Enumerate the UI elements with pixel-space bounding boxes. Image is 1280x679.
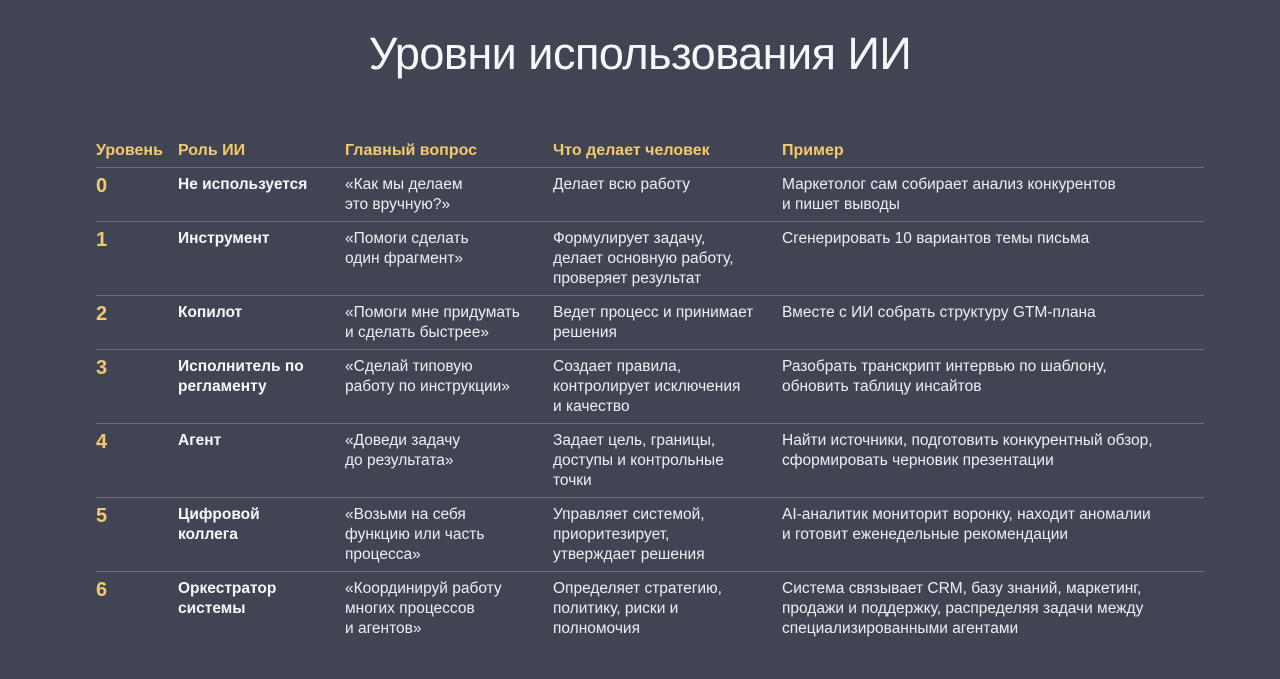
ai-levels-table xyxy=(96,133,1204,645)
slide-title: Уровни использования ИИ xyxy=(368,28,912,79)
question-line: один фрагмент» xyxy=(345,250,464,267)
question-line: «Помоги мне придумать xyxy=(345,304,520,321)
level-number: 5 xyxy=(96,498,178,572)
table-body xyxy=(96,168,1204,646)
example-line: Система связывает CRM, базу знаний, маркетинг, xyxy=(782,580,1142,597)
question-line: функцию или часть xyxy=(345,526,485,543)
example-line: и готовит еженедельные рекомендации xyxy=(782,526,1069,543)
cell-role xyxy=(178,296,345,350)
role-line: коллега xyxy=(178,526,238,543)
human-line: полномочия xyxy=(553,620,640,637)
cell-example xyxy=(782,498,1204,572)
cell-human xyxy=(553,296,782,350)
cell-human xyxy=(553,350,782,424)
human-line: проверяет результат xyxy=(553,270,702,287)
example-line: Разобрать транскрипт интервью по шаблону, xyxy=(782,358,1107,375)
level-number: 0 xyxy=(96,168,178,222)
level-number: 2 xyxy=(96,296,178,350)
cell-human xyxy=(553,222,782,296)
header-role: Роль ИИ xyxy=(178,133,345,168)
cell-question xyxy=(345,296,553,350)
question-line: многих процессов xyxy=(345,600,475,617)
cell-role xyxy=(178,168,345,222)
cell-human xyxy=(553,572,782,646)
cell-example xyxy=(782,222,1204,296)
question-line: «Координируй работу xyxy=(345,580,502,597)
question-line: процесса» xyxy=(345,546,421,563)
table-row xyxy=(96,168,1204,222)
question-line: работу по инструкции» xyxy=(345,378,510,395)
header-human: Что делает человек xyxy=(553,133,782,168)
human-line: политику, риски и xyxy=(553,600,679,617)
human-line: Определяет стратегию, xyxy=(553,580,722,597)
role-line: системы xyxy=(178,600,246,617)
level-number: 6 xyxy=(96,579,108,601)
level-number: 4 xyxy=(96,424,178,498)
cell-example xyxy=(782,168,1204,222)
role-line: Копилот xyxy=(178,304,243,321)
level-number: 1 xyxy=(96,222,178,296)
example-line: Маркетолог сам собирает анализ конкурентов xyxy=(782,176,1116,193)
role-line: регламенту xyxy=(178,378,267,395)
cell-human xyxy=(553,498,782,572)
human-line: Управляет системой, xyxy=(553,506,705,523)
role-line: Инструмент xyxy=(178,230,270,247)
header-example: Пример xyxy=(782,133,1204,168)
cell-role xyxy=(178,572,345,646)
question-line: «Как мы делаем xyxy=(345,176,463,193)
role-line: Исполнитель по xyxy=(178,358,304,375)
question-line: «Возьми на себя xyxy=(345,506,466,523)
example-line: специализированными агентами xyxy=(782,620,1019,637)
cell-role xyxy=(178,424,345,498)
cell-example xyxy=(782,424,1204,498)
question-line: «Помоги сделать xyxy=(345,230,469,247)
example-line: Сгенерировать 10 вариантов темы письма xyxy=(782,230,1090,247)
question-line: и агентов» xyxy=(345,620,422,637)
human-line: точки xyxy=(553,472,592,489)
human-line: контролирует исключения xyxy=(553,378,741,395)
human-line: Задает цель, границы, xyxy=(553,432,716,449)
human-line: приоритезирует, xyxy=(553,526,670,543)
cell-role xyxy=(178,350,345,424)
example-line: продажи и поддержку, распределяя задачи между xyxy=(782,600,1144,617)
cell-role xyxy=(178,498,345,572)
cell-human xyxy=(553,424,782,498)
human-line: Делает всю работу xyxy=(553,176,690,193)
example-line: обновить таблицу инсайтов xyxy=(782,378,982,395)
cell-question xyxy=(345,498,553,572)
cell-question xyxy=(345,222,553,296)
example-line: сформировать черновик презентации xyxy=(782,452,1054,469)
cell-role xyxy=(178,222,345,296)
table-header-row xyxy=(96,133,1204,168)
cell-example xyxy=(782,572,1204,646)
question-line: «Доведи задачу xyxy=(345,432,461,449)
cell-human xyxy=(553,168,782,222)
cell-question xyxy=(345,350,553,424)
cell-example xyxy=(782,350,1204,424)
human-line: доступы и контрольные xyxy=(553,452,724,469)
human-line: решения xyxy=(553,324,617,341)
role-line: Агент xyxy=(178,432,222,449)
table-row xyxy=(96,296,1204,350)
table-row xyxy=(96,222,1204,296)
table-row xyxy=(96,498,1204,572)
human-line: утверждает решения xyxy=(553,546,705,563)
cell-example xyxy=(782,296,1204,350)
role-line: Не используется xyxy=(178,176,308,193)
example-line: Найти источники, подготовить конкурентный обзор, xyxy=(782,432,1153,449)
example-line: Вместе с ИИ собрать структуру GTM-плана xyxy=(782,304,1096,321)
question-line: «Сделай типовую xyxy=(345,358,473,375)
human-line: делает основную работу, xyxy=(553,250,734,267)
table-row xyxy=(96,350,1204,424)
example-line: и пишет выводы xyxy=(782,196,900,213)
question-line: до результата» xyxy=(345,452,454,469)
cell-question xyxy=(345,424,553,498)
human-line: Ведет процесс и принимает xyxy=(553,304,754,321)
human-line: и качество xyxy=(553,398,630,415)
cell-question xyxy=(345,572,553,646)
question-line: и сделать быстрее» xyxy=(345,324,490,341)
level-number: 3 xyxy=(96,350,178,424)
role-line: Цифровой xyxy=(178,506,260,523)
question-line: это вручную?» xyxy=(345,196,451,213)
example-line: AI-аналитик мониторит воронку, находит аномалии xyxy=(782,506,1151,523)
table-row xyxy=(96,572,1204,646)
human-line: Формулирует задачу, xyxy=(553,230,706,247)
header-level: Уровень xyxy=(96,133,178,168)
table-row xyxy=(96,424,1204,498)
cell-question xyxy=(345,168,553,222)
human-line: Создает правила, xyxy=(553,358,682,375)
header-question: Главный вопрос xyxy=(345,133,553,168)
role-line: Оркестратор xyxy=(178,580,277,597)
